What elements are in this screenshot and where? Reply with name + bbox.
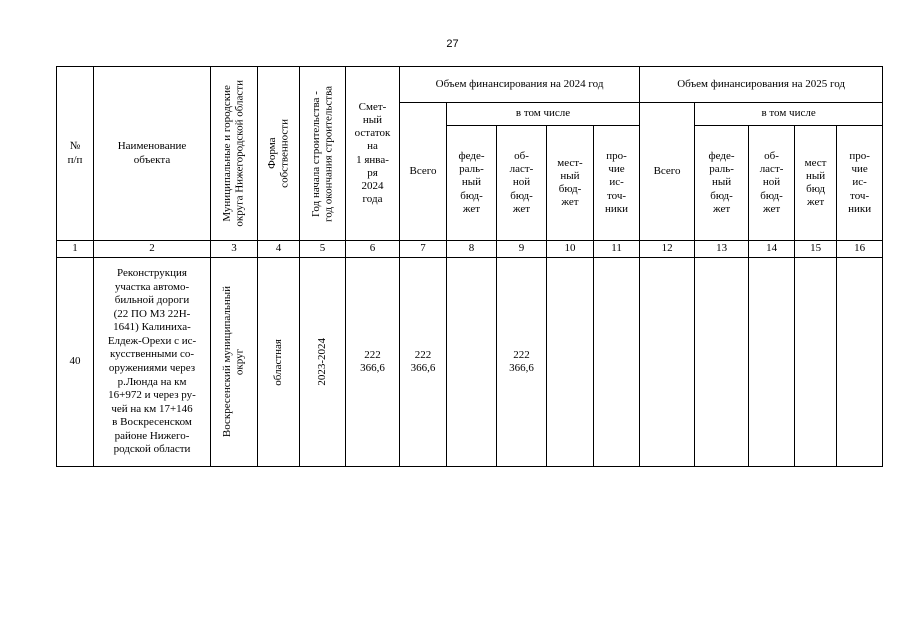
column-number: 8 <box>447 241 497 258</box>
header-fed-2024: феде- раль- ный бюд- жет <box>447 126 497 241</box>
column-number: 13 <box>695 241 749 258</box>
row-fed-2024 <box>447 258 497 467</box>
header-years-text: Год начала строительства - год окончания строительства <box>309 85 335 222</box>
column-number: 11 <box>594 241 640 258</box>
column-number: 14 <box>749 241 795 258</box>
row-years <box>300 258 346 467</box>
row-years-text: 2023-2024 <box>316 338 329 386</box>
row-oth-2025 <box>837 258 883 467</box>
header-oth-2024: про- чие ис- точ- ники <box>594 126 640 241</box>
column-number: 5 <box>300 241 346 258</box>
column-number: 16 <box>837 241 883 258</box>
header-reg-2024: об- ласт- ной бюд- жет <box>497 126 547 241</box>
header-incl-2024: в том числе <box>447 103 640 126</box>
header-loc-2024: мест- ный бюд- жет <box>547 126 594 241</box>
header-years <box>300 67 346 241</box>
financing-table <box>56 66 883 467</box>
column-number: 9 <box>497 241 547 258</box>
column-number: 4 <box>258 241 300 258</box>
row-num: 40 <box>57 258 94 467</box>
header-balance: Смет- ный остаток на 1 янва- ря 2024 года <box>346 67 400 241</box>
column-number: 6 <box>346 241 400 258</box>
header-reg-2025: об- ласт- ной бюд- жет <box>749 126 795 241</box>
table-row <box>57 258 883 467</box>
row-total-2024: 222 366,6 <box>400 258 447 467</box>
column-number: 3 <box>211 241 258 258</box>
column-number: 10 <box>547 241 594 258</box>
header-fed-2025: феде- раль- ный бюд- жет <box>695 126 749 241</box>
row-loc-2025 <box>795 258 837 467</box>
column-number: 15 <box>795 241 837 258</box>
header-name: Наименование объекта <box>94 67 211 241</box>
header-district <box>211 67 258 241</box>
row-ownership-text: областная <box>272 338 285 386</box>
column-number: 1 <box>57 241 94 258</box>
row-balance: 222 366,6 <box>346 258 400 467</box>
row-reg-2024: 222 366,6 <box>497 258 547 467</box>
column-number: 7 <box>400 241 447 258</box>
header-group-2024: Объем финансирования на 2024 год <box>400 67 640 103</box>
header-oth-2025: про- чие ис- точ- ники <box>837 126 883 241</box>
row-district-text: Воскресенский муниципальный округ <box>221 286 246 438</box>
row-reg-2025 <box>749 258 795 467</box>
header-group-2025: Объем финансирования на 2025 год <box>640 67 883 103</box>
header-total-2025: Всего <box>640 103 695 241</box>
header-total-2024: Всего <box>400 103 447 241</box>
column-number: 2 <box>94 241 211 258</box>
row-object-name: Реконструкция участка автомо- бильной дороги (22 ПО МЗ 22Н- 1641) Калиниха- Елдеж-Орехи с ис- кусственными со- оружениями через р.Люнда на км 16+972 и через ру- чей на км 17+146 в Воскресенском районе Нижего- родской области <box>94 258 211 467</box>
column-number-row <box>57 241 883 258</box>
row-district <box>211 258 258 467</box>
column-number: 12 <box>640 241 695 258</box>
header-loc-2025: мест ный бюд жет <box>795 126 837 241</box>
header-ownership-text: Форма собственности <box>265 119 291 188</box>
page-number: 27 <box>446 38 459 50</box>
header-incl-2025: в том числе <box>695 103 883 126</box>
row-total-2025 <box>640 258 695 467</box>
row-loc-2024 <box>547 258 594 467</box>
row-ownership <box>258 258 300 467</box>
header-num: № п/п <box>57 67 94 241</box>
row-oth-2024 <box>594 258 640 467</box>
header-ownership <box>258 67 300 241</box>
header-district-text: Муниципальные и городские округа Нижегородской области <box>221 80 246 227</box>
row-fed-2025 <box>695 258 749 467</box>
